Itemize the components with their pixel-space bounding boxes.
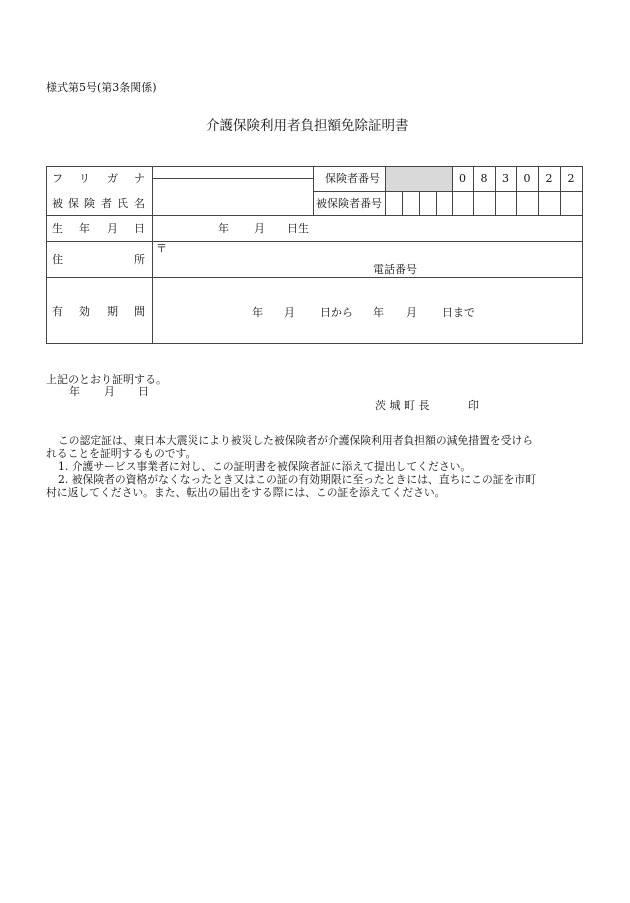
table-rule bbox=[402, 191, 403, 216]
period-label: 有 bbox=[52, 305, 63, 318]
note-intro: れることを証明するものです。 bbox=[46, 447, 197, 460]
birth-label: 月 bbox=[107, 222, 118, 235]
issuer-name: 茨 城 町 長 bbox=[375, 399, 430, 412]
insurer-digit: 8 bbox=[480, 172, 488, 185]
period-end-day: 日まで bbox=[442, 306, 475, 319]
table-rule bbox=[46, 241, 583, 242]
insurer-digit: 3 bbox=[502, 172, 509, 185]
period-label: 期 bbox=[107, 305, 118, 318]
table-rule bbox=[436, 191, 437, 216]
postal-mark: 〒 bbox=[156, 242, 167, 255]
period-start-month: 月 bbox=[284, 306, 295, 319]
note-item-2: 2. 被保険者の資格がなくなったとき又はこの証の有効期限に至ったときには、直ちにこの証を市町 bbox=[58, 473, 536, 486]
table-rule bbox=[313, 191, 583, 192]
period-end-month: 月 bbox=[406, 306, 417, 319]
period-label: 効 bbox=[79, 305, 90, 318]
name-label: 者 bbox=[101, 197, 112, 210]
birth-year: 年 bbox=[218, 222, 229, 235]
note-intro: この認定証は、東日本大震災により被災した被保険者が介護保険利用者負担額の減免措置を受けら bbox=[58, 434, 534, 447]
issue-day: 日 bbox=[138, 385, 149, 398]
birth-label: 生 bbox=[52, 222, 63, 235]
furigana-label: ガ bbox=[107, 172, 118, 185]
phone-label: 電話番号 bbox=[373, 263, 417, 276]
insurer-digit: 0 bbox=[459, 172, 466, 185]
seal-mark: 印 bbox=[468, 399, 479, 412]
birth-day: 日生 bbox=[287, 222, 309, 235]
name-label: 氏 bbox=[117, 197, 128, 210]
insurer-digit: 2 bbox=[567, 172, 575, 185]
furigana-label: リ bbox=[79, 172, 90, 185]
table-rule bbox=[46, 277, 583, 278]
insurer-number-label: 保険者番号 bbox=[325, 172, 380, 185]
insurer-digit: 0 bbox=[523, 172, 531, 185]
table-rule bbox=[46, 166, 47, 344]
table-rule bbox=[419, 191, 420, 216]
address-label: 住 bbox=[52, 253, 63, 266]
name-label: 被 bbox=[52, 197, 63, 210]
insurer-number-shaded bbox=[386, 167, 452, 191]
furigana-label: ナ bbox=[134, 172, 145, 185]
form-reference: 様式第5号(第3条関係) bbox=[46, 81, 157, 94]
name-label: 名 bbox=[134, 197, 145, 210]
period-end-year: 年 bbox=[373, 306, 384, 319]
issue-month: 月 bbox=[104, 385, 115, 398]
birth-label: 年 bbox=[79, 222, 90, 235]
note-item-2: 村に返してください。また、転出の届出をする際には、この証を添えてください。 bbox=[46, 486, 446, 499]
table-rule bbox=[46, 215, 583, 216]
furigana-label: フ bbox=[52, 172, 63, 185]
note-item-1: 1. 介護サービス事業者に対し、この証明書を被保険者証に添えて提出してください。 bbox=[58, 460, 472, 473]
insured-number-label: 被保険者番号 bbox=[316, 197, 382, 210]
certify-statement: 上記のとおり証明する。 bbox=[46, 373, 167, 386]
table-rule bbox=[46, 166, 583, 167]
table-rule bbox=[152, 178, 313, 179]
birth-label: 日 bbox=[134, 222, 145, 235]
period-label: 間 bbox=[134, 305, 145, 318]
table-rule bbox=[313, 166, 314, 216]
table-rule bbox=[582, 166, 583, 344]
document-title: 介護保険利用者負担額免除証明書 bbox=[206, 118, 409, 134]
insurer-digit: 2 bbox=[545, 172, 553, 185]
period-start-year: 年 bbox=[252, 306, 263, 319]
name-label: 保 bbox=[68, 197, 79, 210]
period-start-day: 日から bbox=[320, 306, 353, 319]
issue-year: 年 bbox=[69, 385, 80, 398]
table-rule bbox=[152, 166, 153, 344]
table-rule bbox=[46, 343, 583, 344]
birth-month: 月 bbox=[254, 222, 265, 235]
address-label: 所 bbox=[134, 253, 145, 266]
name-label: 険 bbox=[84, 197, 95, 210]
table-rule bbox=[385, 166, 386, 216]
